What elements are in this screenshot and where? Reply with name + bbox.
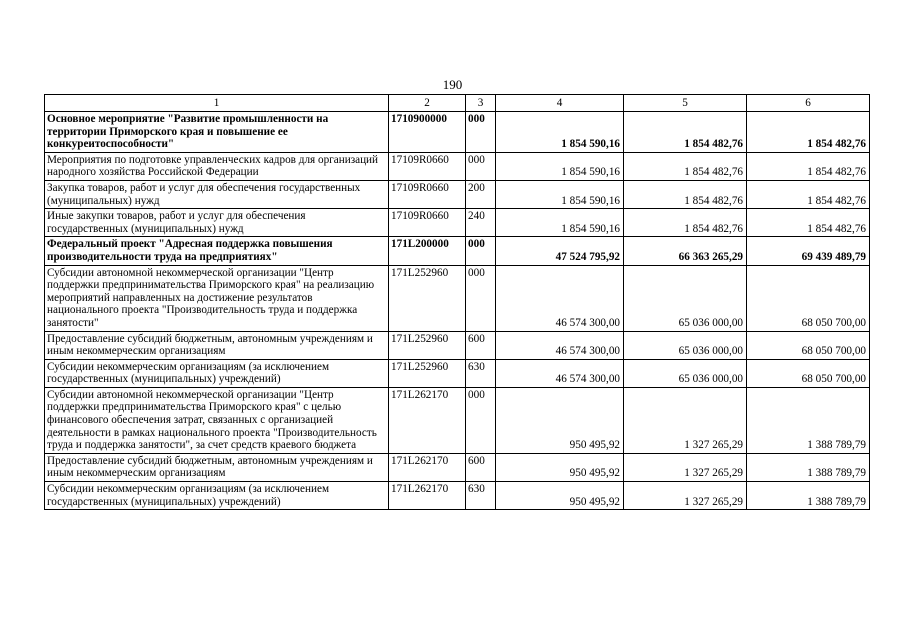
row-value-col4: 1 854 590,16 [496,209,624,237]
table-row [45,237,870,265]
row-code: 1710900000 [389,112,466,153]
table-header-row [45,95,870,112]
row-subcode: 200 [466,180,496,208]
row-value-col6: 1 854 482,76 [747,180,870,208]
row-value-col5: 1 327 265,29 [624,482,747,510]
row-code: 17109R0660 [389,180,466,208]
row-value-col4: 47 524 795,92 [496,237,624,265]
row-value-col4: 950 495,92 [496,387,624,453]
row-subcode: 630 [466,359,496,387]
row-value-col4: 950 495,92 [496,482,624,510]
header-col-3: 3 [466,95,496,112]
row-value-col6: 1 854 482,76 [747,209,870,237]
row-subcode: 240 [466,209,496,237]
row-name: Мероприятия по подготовке управленческих кадров для организаций народного хозяйства Российской Федерации [45,152,389,180]
table-body [45,112,870,510]
row-value-col4: 1 854 590,16 [496,112,624,153]
table-row [45,453,870,481]
header-col-2: 2 [389,95,466,112]
row-value-col5: 1 854 482,76 [624,209,747,237]
table-row [45,331,870,359]
row-name: Субсидии автономной некоммерческой организации "Центр поддержки предпринимательства Приморского края" с целью финансового обеспечения затрат, связанных с организацией деятельности в рамках национального проекта "Производительность труда и поддержка занятости", за счет средств краевого бюджета [45,387,389,453]
row-subcode: 000 [466,152,496,180]
header-col-6: 6 [747,95,870,112]
row-subcode: 000 [466,237,496,265]
row-name: Основное мероприятие "Развитие промышленности на территории Приморского края и повышение ее конкуреитоспособности" [45,112,389,153]
row-value-col4: 46 574 300,00 [496,265,624,331]
row-value-col5: 65 036 000,00 [624,359,747,387]
page-number: 190 [442,77,463,92]
row-value-col6: 1 388 789,79 [747,482,870,510]
row-code: 171L262170 [389,453,466,481]
row-code: 171L252960 [389,331,466,359]
row-name: Предоставление субсидий бюджетным, автономным учреждениям и иным некоммерческим организациям [45,331,389,359]
row-code: 17109R0660 [389,152,466,180]
row-subcode: 600 [466,453,496,481]
table-row [45,265,870,331]
row-code: 17109R0660 [389,209,466,237]
budget-table [44,94,870,510]
header-col-4: 4 [496,95,624,112]
row-value-col6: 68 050 700,00 [747,265,870,331]
row-subcode: 630 [466,482,496,510]
row-name: Субсидии некоммерческим организациям (за исключением государственных (муниципальных) учреждений) [45,482,389,510]
row-value-col6: 1 388 789,79 [747,453,870,481]
row-name: Иные закупки товаров, работ и услуг для обеспечения государственных (муниципальных) нужд [45,209,389,237]
row-value-col5: 1 854 482,76 [624,152,747,180]
row-subcode: 000 [466,387,496,453]
row-name: Предоставление субсидий бюджетным, автономным учреждениям и иным некоммерческим организациям [45,453,389,481]
row-subcode: 600 [466,331,496,359]
row-value-col5: 1 854 482,76 [624,180,747,208]
row-code: 171L262170 [389,482,466,510]
table-row [45,209,870,237]
row-code: 171L200000 [389,237,466,265]
row-value-col4: 950 495,92 [496,453,624,481]
table-row [45,112,870,153]
row-subcode: 000 [466,265,496,331]
header-col-5: 5 [624,95,747,112]
row-value-col6: 68 050 700,00 [747,331,870,359]
row-value-col5: 1 854 482,76 [624,112,747,153]
row-value-col4: 46 574 300,00 [496,331,624,359]
row-value-col4: 1 854 590,16 [496,152,624,180]
row-value-col6: 1 854 482,76 [747,112,870,153]
row-code: 171L262170 [389,387,466,453]
row-value-col5: 65 036 000,00 [624,331,747,359]
row-value-col4: 46 574 300,00 [496,359,624,387]
row-value-col6: 68 050 700,00 [747,359,870,387]
row-code: 171L252960 [389,265,466,331]
row-name: Субсидии автономной некоммерческой организации "Центр поддержки предпринимательства Приморского края" на реализацию мероприятий направленных на достижение результатов национального проекта "Производительность труда и поддержка занятости" [45,265,389,331]
table-row [45,359,870,387]
row-name: Субсидии некоммерческим организациям (за исключением государственных (муниципальных) учреждений) [45,359,389,387]
table-row [45,482,870,510]
table-row [45,180,870,208]
row-value-col5: 65 036 000,00 [624,265,747,331]
row-value-col5: 1 327 265,29 [624,387,747,453]
row-value-col6: 1 388 789,79 [747,387,870,453]
table-row [45,387,870,453]
row-name: Федеральный проект "Адресная поддержка повышения производительности труда на предприятиях" [45,237,389,265]
row-code: 171L252960 [389,359,466,387]
row-name: Закупка товаров, работ и услуг для обеспечения государственных (муниципальных) нужд [45,180,389,208]
row-value-col6: 69 439 489,79 [747,237,870,265]
row-value-col5: 66 363 265,29 [624,237,747,265]
row-value-col6: 1 854 482,76 [747,152,870,180]
table-row [45,152,870,180]
row-value-col4: 1 854 590,16 [496,180,624,208]
row-subcode: 000 [466,112,496,153]
row-value-col5: 1 327 265,29 [624,453,747,481]
header-col-1: 1 [45,95,389,112]
